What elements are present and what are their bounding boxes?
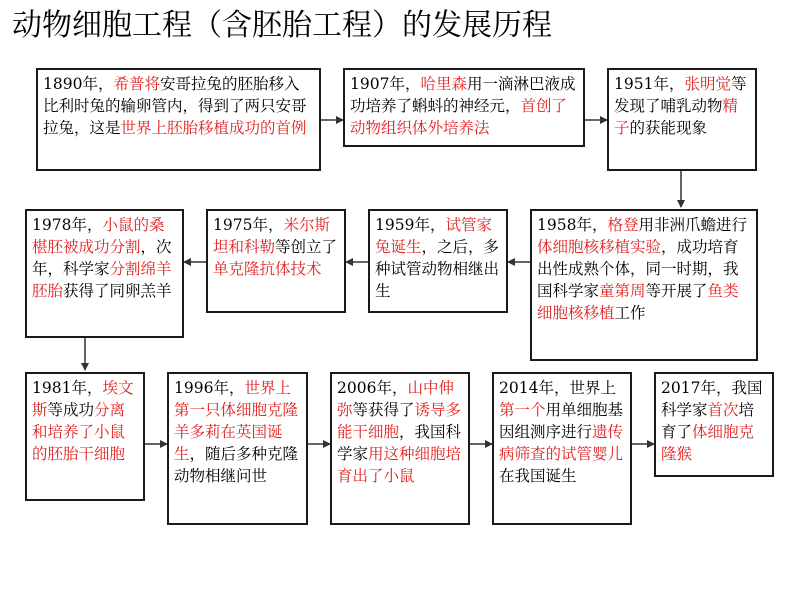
- event-text: 1890年，: [43, 75, 114, 93]
- highlight-text: 诱导多能干细胞: [337, 401, 462, 441]
- highlight-text: 试管家兔诞生: [375, 216, 492, 256]
- event-1959: [368, 209, 508, 313]
- highlight-text: 格登: [607, 216, 639, 234]
- event-text: 1996年，: [174, 379, 245, 397]
- event-text: 获得了同卵羔羊: [63, 282, 172, 300]
- highlight-text: 体细胞克隆猴: [661, 423, 755, 463]
- event-1890: [36, 68, 321, 171]
- event-2017: [654, 372, 774, 477]
- event-text: 培育了: [661, 401, 755, 441]
- page-title: 动物细胞工程（含胚胎工程）的发展历程: [12, 8, 552, 43]
- event-text: 的获能现象: [629, 119, 708, 137]
- event-1958: [530, 209, 758, 361]
- event-text: 2014年，世界上: [499, 379, 616, 397]
- event-text: 用单细胞基因组测序: [499, 401, 624, 441]
- highlight-text: 童第周: [599, 282, 646, 300]
- event-text: 1951年，: [614, 75, 685, 93]
- event-text: 工作: [614, 304, 646, 322]
- highlight-text: 遗传病筛查的试管婴儿: [499, 423, 624, 463]
- event-text: 用一滴淋巴液成功培养了蝌蚪的神经元，: [350, 75, 576, 115]
- event-1907: [343, 68, 585, 147]
- highlight-text: 世界上胚胎移植成功的首例: [120, 119, 307, 137]
- event-text: 1978年，: [32, 216, 103, 234]
- event-1975: [206, 209, 346, 313]
- highlight-text: 鱼类细胞核移植: [537, 282, 739, 322]
- event-text: 2006年，: [337, 379, 408, 397]
- highlight-text: 山中伸弥: [337, 379, 454, 419]
- highlight-text: 体细胞核移植实验: [537, 238, 662, 256]
- highlight-text: 希普将: [113, 75, 160, 93]
- highlight-text: 单克隆抗体技术: [213, 260, 322, 278]
- event-text: 等发现了哺乳动物: [614, 75, 747, 115]
- event-text: ，次年，科学家: [32, 238, 172, 278]
- highlight-text: 米尔斯坦和科勒: [213, 216, 330, 256]
- highlight-text: 埃文斯: [32, 379, 134, 419]
- event-text: 在我国诞生: [499, 467, 577, 485]
- event-text: 用非洲爪蟾进行: [638, 216, 747, 234]
- event-1951: [607, 68, 757, 171]
- highlight-text: 首次: [707, 401, 739, 419]
- event-text: 2017年，我国科学家: [661, 379, 763, 419]
- highlight-text: 分割绵羊胚胎: [32, 260, 172, 300]
- event-text: ，我国科学家: [337, 423, 462, 463]
- event-text: 1959年，: [375, 216, 446, 234]
- highlight-text: 首创了动物组织体外培养法: [350, 97, 568, 137]
- event-text: 等创立了: [275, 238, 338, 256]
- event-text: 1907年，: [350, 75, 421, 93]
- event-text: ，随后多种克隆动物相继问世: [174, 445, 299, 485]
- event-text: 1958年，: [537, 216, 608, 234]
- event-text: 等开展了: [645, 282, 708, 300]
- event-1978: [25, 209, 184, 338]
- event-text: 安哥拉兔的胚胎移入比利时兔的输卵管内，得到了两只安哥拉兔，这是: [43, 75, 307, 137]
- highlight-text: 世界上第一只体细胞克隆羊多莉在英国诞生: [174, 379, 299, 463]
- highlight-text: 精子: [614, 97, 739, 137]
- event-1996: [167, 372, 308, 525]
- event-text: 1975年，: [213, 216, 284, 234]
- highlight-text: 分离和培养了小鼠的胚胎干细胞: [32, 401, 126, 463]
- event-1981: [25, 372, 145, 501]
- event-text: ，之后，多种试管动物相继出生: [375, 238, 500, 300]
- event-2014: [492, 372, 632, 525]
- highlight-text: 张明觉: [684, 75, 731, 93]
- event-text: 等成功: [47, 401, 95, 419]
- event-text: 等获得了: [352, 401, 415, 419]
- highlight-text: 用这种细胞培育出了小鼠: [337, 445, 462, 485]
- event-text: ，成功培育出性成熟个体，同一时期，我国科学家: [537, 238, 739, 300]
- highlight-text: 第一个: [499, 401, 546, 419]
- highlight-text: 哈里森: [420, 75, 467, 93]
- event-text: 1981年，: [32, 379, 103, 397]
- event-text: 进行: [561, 423, 593, 441]
- event-2006: [330, 372, 470, 525]
- highlight-text: 小鼠的桑椹胚被成功分割: [32, 216, 165, 256]
